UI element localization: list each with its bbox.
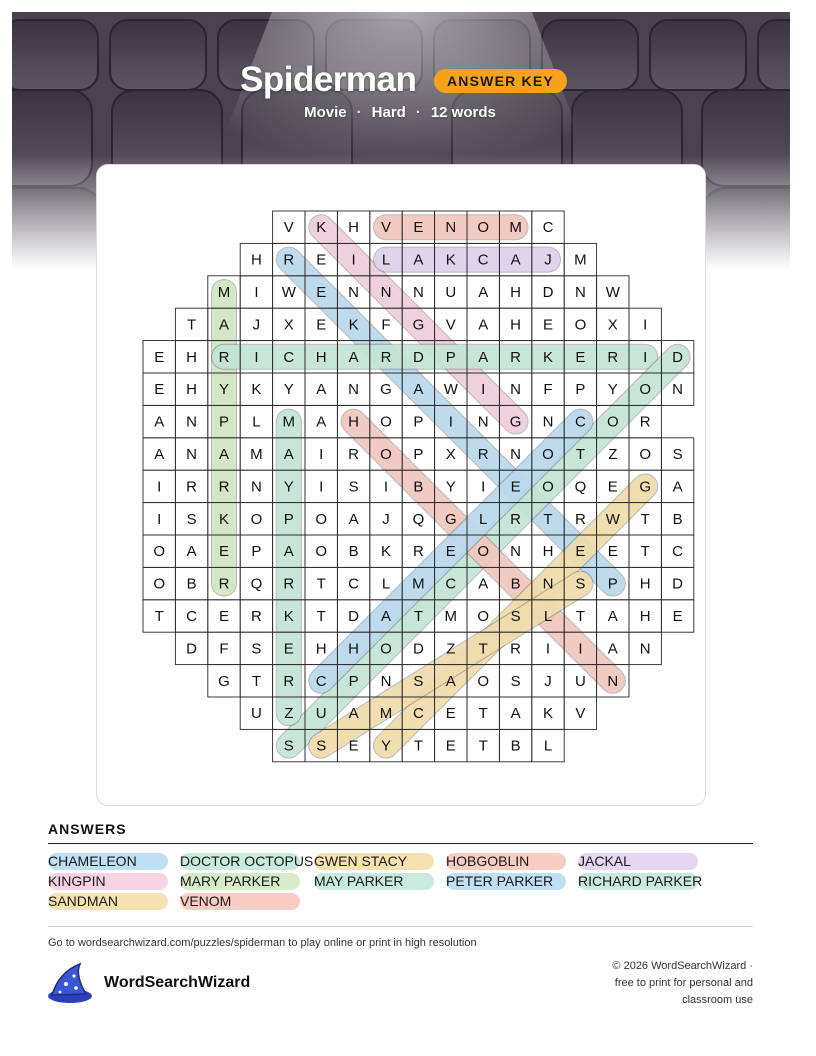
- grid-letter: T: [543, 510, 553, 528]
- grid-letter: I: [481, 381, 486, 399]
- grid-letter: D: [542, 284, 554, 301]
- grid-letter: O: [315, 510, 328, 528]
- grid-letter: Y: [283, 381, 294, 399]
- grid-letter: P: [283, 510, 294, 528]
- answers-divider: [48, 843, 753, 844]
- grid-letter: R: [412, 543, 424, 561]
- grid-letter: A: [348, 705, 359, 723]
- grid-letter: A: [510, 251, 521, 269]
- grid-letter: S: [186, 510, 197, 528]
- grid-letter: Y: [380, 737, 392, 755]
- grid-letter: N: [477, 413, 489, 431]
- grid-letter: A: [607, 608, 618, 625]
- grid-letter: E: [413, 219, 424, 237]
- grid-letter: M: [379, 705, 393, 723]
- footer-divider: [48, 926, 753, 927]
- grid-letter: N: [510, 543, 522, 561]
- grid-letter: A: [413, 251, 424, 269]
- grid-letter: L: [381, 251, 391, 269]
- answer-item: [578, 873, 702, 890]
- brand-name[interactable]: WordSearchWizard: [104, 974, 251, 991]
- grid-letter: O: [477, 219, 490, 237]
- grid-letter: P: [251, 543, 262, 561]
- answer-item: [578, 853, 631, 870]
- grid-letter: B: [348, 543, 359, 561]
- grid-letter: K: [380, 543, 392, 561]
- grid-letter: A: [413, 381, 424, 399]
- grid-letter: A: [218, 446, 230, 463]
- grid-letter: I: [383, 478, 389, 496]
- answers-heading: ANSWERS: [48, 821, 127, 837]
- grid-letter: R: [348, 446, 360, 463]
- copyright-line: © 2026 WordSearchWizard ·: [612, 960, 753, 972]
- grid-letter: K: [218, 510, 230, 528]
- grid-letter: Q: [250, 575, 263, 593]
- grid-letter: O: [380, 413, 392, 431]
- grid-letter: P: [445, 348, 456, 366]
- grid-letter: E: [672, 608, 683, 625]
- grid-letter: H: [639, 608, 651, 625]
- grid-letter: B: [510, 737, 521, 755]
- grid-letter: X: [283, 316, 294, 334]
- grid-letter: F: [543, 381, 553, 399]
- grid-letter: T: [640, 510, 650, 528]
- grid-letter: H: [510, 316, 522, 334]
- puzzle-title: Spiderman: [240, 60, 417, 99]
- grid-letter: D: [672, 348, 684, 366]
- grid-letter: R: [218, 348, 230, 366]
- grid-letter: S: [348, 478, 359, 496]
- grid-letter: S: [283, 737, 294, 755]
- grid-letter: X: [445, 446, 456, 463]
- grid-letter: R: [510, 640, 522, 658]
- grid-letter: A: [154, 446, 165, 463]
- grid-letter: H: [542, 543, 554, 561]
- grid-letter: T: [478, 737, 488, 755]
- grid-letter: I: [448, 413, 453, 431]
- grid-letter: U: [445, 284, 457, 301]
- grid-letter: R: [283, 575, 295, 593]
- grid-letter: O: [153, 543, 166, 561]
- grid-letter: V: [380, 219, 392, 237]
- grid-letter: G: [509, 413, 522, 431]
- grid-letter: N: [510, 446, 522, 463]
- grid-letter: Y: [218, 381, 230, 399]
- grid-letter: Z: [446, 640, 456, 658]
- grid-letter: A: [316, 413, 327, 431]
- copyright-line: free to print for personal and: [614, 977, 753, 989]
- grid-letter: I: [643, 348, 648, 366]
- answer-item: [180, 893, 231, 910]
- grid-letter: C: [445, 575, 457, 593]
- grid-letter: J: [544, 251, 552, 269]
- word-search-grid: [97, 165, 705, 805]
- grid-letter: O: [380, 640, 392, 658]
- grid-letter: Z: [284, 705, 294, 723]
- grid-letter: Y: [607, 381, 618, 399]
- grid-letter: F: [381, 316, 391, 334]
- grid-letter: E: [348, 737, 359, 755]
- grid-letter: N: [672, 381, 684, 399]
- grid-letter: J: [252, 316, 261, 334]
- grid-letter: C: [542, 219, 554, 237]
- grid-letter: M: [509, 219, 522, 237]
- answer-item: [180, 873, 280, 890]
- grid-letter: S: [510, 672, 521, 690]
- answer-word: VENOM: [180, 893, 232, 909]
- grid-letter: H: [639, 575, 651, 593]
- grid-letter: A: [510, 705, 521, 723]
- grid-letter: O: [250, 510, 263, 528]
- grid-letter: L: [381, 575, 391, 593]
- grid-letter: D: [348, 608, 360, 625]
- grid-letter: P: [218, 413, 230, 431]
- grid-letter: I: [481, 478, 486, 496]
- grid-letter: C: [672, 543, 684, 561]
- grid-letter: E: [575, 543, 586, 561]
- grid-letter: A: [607, 640, 618, 658]
- grid-letter: A: [348, 348, 359, 366]
- grid-letter: C: [186, 608, 198, 625]
- grid-letter: H: [348, 640, 360, 658]
- grid-letter: P: [413, 413, 424, 431]
- grid-letter: A: [445, 672, 456, 690]
- grid-letter: M: [250, 446, 263, 463]
- grid-letter: N: [574, 284, 586, 301]
- grid-letter: P: [348, 672, 359, 690]
- answer-word: DOCTOR OCTOPUS: [180, 853, 314, 869]
- grid-letter: H: [348, 219, 360, 237]
- grid-letter: S: [672, 446, 683, 463]
- meta-type: Movie: [304, 104, 347, 121]
- grid-letter: B: [413, 478, 424, 496]
- grid-letter: T: [413, 737, 423, 755]
- grid-letter: T: [575, 608, 585, 625]
- grid-letter: R: [510, 348, 522, 366]
- grid-letter: I: [545, 640, 551, 658]
- wizard-hat-icon: [46, 962, 94, 1006]
- grid-letter: R: [283, 251, 295, 269]
- grid-letter: A: [478, 284, 489, 301]
- grid-letter: W: [281, 284, 296, 301]
- grid-letter: N: [250, 478, 262, 496]
- grid-letter: D: [672, 575, 684, 593]
- grid-letter: E: [218, 608, 230, 625]
- grid-letter: T: [316, 575, 326, 593]
- grid-letter: R: [510, 510, 522, 528]
- answer-word: RICHARD PARKER: [578, 873, 703, 889]
- grid-letter: H: [315, 348, 327, 366]
- grid-letter: M: [412, 575, 425, 593]
- grid-letter: C: [283, 348, 295, 366]
- grid-letter: T: [413, 608, 423, 625]
- grid-letter: M: [574, 251, 587, 269]
- answer-item: [446, 873, 553, 890]
- meta-difficulty: Hard: [371, 104, 406, 121]
- answer-word: KINGPIN: [48, 873, 106, 889]
- grid-letter: I: [351, 251, 356, 269]
- grid-letter: G: [412, 316, 425, 334]
- grid-letter: R: [607, 348, 619, 366]
- grid-letter: A: [154, 413, 165, 431]
- grid-letter: K: [283, 608, 294, 625]
- grid-letter: T: [316, 608, 326, 625]
- grid-letter: I: [254, 284, 259, 301]
- grid-letter: E: [607, 478, 618, 496]
- grid-letter: U: [574, 672, 586, 690]
- grid-letter: B: [186, 575, 197, 593]
- answer-word: JACKAL: [578, 853, 631, 869]
- grid-letter: H: [510, 284, 522, 301]
- grid-letter: C: [348, 575, 360, 593]
- grid-letter: G: [639, 478, 652, 496]
- grid-letter: W: [605, 284, 620, 301]
- grid-letter: O: [477, 608, 490, 625]
- grid-letter: K: [251, 381, 262, 399]
- grid-letter: E: [218, 543, 230, 561]
- answer-item: [314, 853, 407, 870]
- grid-letter: Y: [283, 478, 294, 496]
- grid-letter: N: [607, 672, 619, 690]
- grid-letter: E: [283, 640, 294, 658]
- grid-letter: H: [186, 348, 198, 366]
- grid-letter: N: [380, 672, 392, 690]
- answer-key-badge: ANSWER KEY: [434, 69, 567, 93]
- grid-letter: N: [380, 284, 392, 301]
- grid-letter: E: [445, 705, 456, 723]
- grid-letter: N: [348, 381, 360, 399]
- puzzle-card: [96, 164, 706, 806]
- grid-letter: U: [250, 705, 262, 723]
- grid-letter: A: [478, 575, 489, 593]
- grid-letter: E: [542, 316, 554, 334]
- grid-letter: R: [283, 672, 295, 690]
- answer-word: CHAMELEON: [48, 853, 137, 869]
- answer-word: SANDMAN: [48, 893, 119, 909]
- grid-letter: V: [575, 705, 586, 723]
- grid-letter: N: [542, 413, 554, 431]
- grid-letter: T: [154, 608, 164, 625]
- grid-letter: R: [250, 608, 262, 625]
- grid-letter: Z: [608, 446, 618, 463]
- grid-letter: A: [348, 510, 359, 528]
- grid-letter: N: [510, 381, 522, 399]
- puzzle-meta: Movie · Hard · 12 words: [304, 104, 496, 121]
- grid-letter: I: [319, 446, 324, 463]
- grid-letter: D: [412, 348, 424, 366]
- grid-letter: W: [605, 510, 620, 528]
- grid-letter: D: [186, 640, 198, 658]
- grid-letter: P: [607, 575, 618, 593]
- grid-letter: G: [444, 510, 457, 528]
- grid-letter: E: [575, 348, 586, 366]
- play-online-link[interactable]: Go to wordsearchwizard.com/puzzles/spiderman to play online or print in high resolution: [48, 937, 477, 949]
- grid-letter: C: [574, 413, 586, 431]
- answer-word: PETER PARKER: [446, 873, 554, 889]
- grid-letter: F: [219, 640, 229, 658]
- grid-letter: A: [478, 316, 489, 334]
- grid-letter: L: [543, 608, 553, 625]
- grid-letter: A: [218, 316, 230, 334]
- grid-letter: O: [542, 478, 554, 496]
- grid-letter: E: [607, 543, 618, 561]
- answer-word: GWEN STACY: [314, 853, 408, 869]
- grid-letter: E: [316, 284, 327, 301]
- grid-letter: A: [186, 543, 197, 561]
- grid-letter: K: [348, 316, 359, 334]
- grid-letter: G: [218, 672, 230, 690]
- grid-letter: I: [157, 510, 162, 528]
- grid-letter: K: [542, 348, 554, 366]
- grid-letter: J: [544, 672, 552, 690]
- grid-letter: S: [251, 640, 262, 658]
- grid-letter: A: [380, 608, 392, 625]
- grid-letter: O: [315, 543, 328, 561]
- grid-letter: T: [251, 672, 261, 690]
- copyright-line: classroom use: [682, 994, 753, 1006]
- grid-letter: L: [252, 413, 261, 431]
- cell-layer: [143, 211, 694, 762]
- answer-word: MARY PARKER: [180, 873, 281, 889]
- grid-letter: O: [542, 446, 554, 463]
- grid-letter: I: [643, 316, 648, 334]
- grid-letter: T: [478, 640, 488, 658]
- grid-letter: T: [640, 543, 650, 561]
- grid-letter: E: [445, 543, 456, 561]
- grid-letter: G: [380, 381, 392, 399]
- grid-letter: N: [639, 640, 651, 658]
- grid-letter: C: [315, 672, 327, 690]
- grid-letter: N: [186, 413, 198, 431]
- answer-item: [48, 873, 106, 890]
- grid-letter: O: [574, 316, 587, 334]
- answer-word: HOBGOBLIN: [446, 853, 530, 869]
- grid-letter: O: [639, 446, 652, 463]
- grid-letter: S: [510, 608, 521, 625]
- grid-letter: R: [574, 510, 586, 528]
- grid-letter: V: [283, 219, 294, 237]
- grid-letter: B: [672, 510, 683, 528]
- grid-letter: O: [153, 575, 166, 593]
- grid-letter: A: [672, 478, 683, 496]
- grid-letter: N: [186, 446, 198, 463]
- grid-letter: N: [445, 219, 457, 237]
- grid-letter: A: [283, 446, 294, 463]
- grid-letter: K: [445, 251, 456, 269]
- grid-letter: Q: [574, 478, 587, 496]
- grid-letter: O: [380, 446, 392, 463]
- grid-letter: R: [477, 446, 489, 463]
- grid-letter: W: [443, 381, 458, 399]
- grid-letter: L: [543, 737, 553, 755]
- grid-letter: M: [217, 284, 231, 301]
- grid-letter: S: [316, 737, 327, 755]
- grid-letter: E: [154, 381, 165, 399]
- grid-letter: K: [316, 219, 327, 237]
- grid-letter: O: [477, 672, 490, 690]
- grid-letter: J: [382, 510, 390, 528]
- grid-letter: E: [316, 316, 327, 334]
- grid-letter: T: [187, 316, 197, 334]
- grid-letter: I: [578, 640, 583, 658]
- grid-letter: I: [319, 478, 324, 496]
- grid-letter: O: [606, 413, 619, 431]
- answer-item: [314, 873, 403, 890]
- grid-letter: E: [510, 478, 521, 496]
- grid-letter: N: [542, 575, 554, 593]
- answer-word: MAY PARKER: [314, 873, 404, 889]
- grid-letter: X: [607, 316, 618, 334]
- grid-letter: A: [316, 381, 327, 399]
- meta-word-count: 12 words: [430, 104, 496, 121]
- grid-letter: R: [380, 348, 392, 366]
- grid-letter: I: [254, 348, 259, 366]
- grid-letter: K: [542, 705, 554, 723]
- grid-letter: V: [445, 316, 456, 334]
- answer-item: [48, 853, 137, 870]
- grid-letter: C: [477, 251, 489, 269]
- grid-letter: M: [444, 608, 458, 625]
- grid-letter: E: [316, 251, 327, 269]
- grid-letter: B: [510, 575, 521, 593]
- grid-letter: T: [478, 705, 488, 723]
- grid-letter: R: [218, 575, 230, 593]
- grid-letter: T: [575, 446, 585, 463]
- answer-item: [446, 853, 529, 870]
- grid-letter: H: [315, 640, 327, 658]
- grid-letter: A: [283, 543, 294, 561]
- grid-letter: H: [186, 381, 198, 399]
- grid-letter: H: [348, 413, 360, 431]
- copyright: [560, 958, 753, 1009]
- answer-item: [180, 853, 313, 870]
- grid-letter: R: [639, 413, 651, 431]
- grid-letter: R: [218, 478, 230, 496]
- grid-letter: E: [154, 348, 165, 366]
- grid-letter: Y: [445, 478, 456, 496]
- grid-letter: I: [157, 478, 162, 496]
- grid-letter: U: [315, 705, 327, 723]
- grid-letter: P: [575, 381, 586, 399]
- grid-letter: D: [412, 640, 424, 658]
- grid-letter: R: [186, 478, 198, 496]
- grid-letter: O: [477, 543, 490, 561]
- grid-letter: N: [348, 284, 360, 301]
- grid-letter: O: [639, 381, 652, 399]
- grid-letter: S: [575, 575, 586, 593]
- grid-letter: L: [479, 510, 488, 528]
- grid-letter: C: [412, 705, 424, 723]
- grid-letter: M: [282, 413, 296, 431]
- grid-letter: S: [413, 672, 424, 690]
- grid-letter: E: [445, 737, 456, 755]
- grid-letter: A: [478, 348, 489, 366]
- grid-letter: P: [413, 446, 424, 463]
- answer-item: [48, 893, 118, 910]
- grid-letter: Q: [412, 510, 425, 528]
- grid-letter: N: [412, 284, 424, 301]
- grid-letter: H: [250, 251, 262, 269]
